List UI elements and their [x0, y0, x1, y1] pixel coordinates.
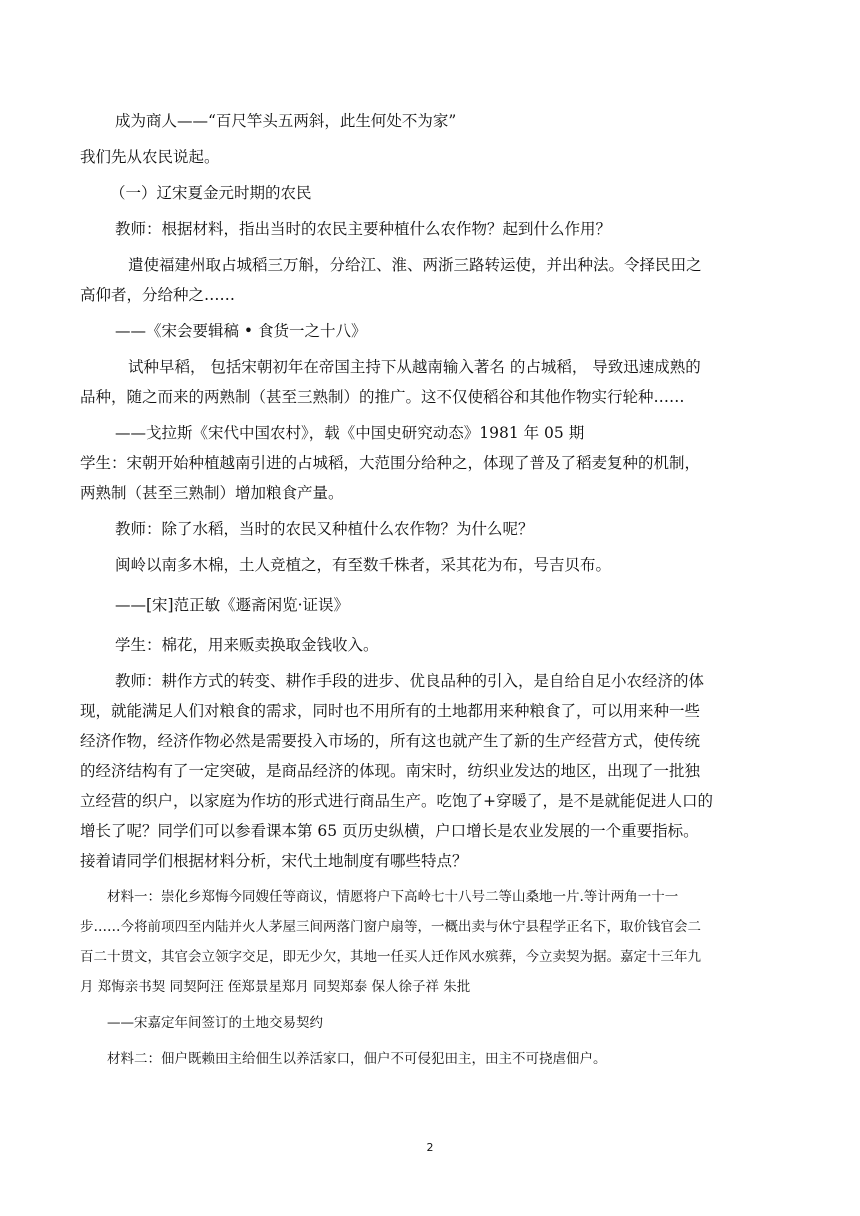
paragraph-line: 教师：耕作方式的转变、耕作手段的进步、优良品种的引入，是自给自足小农经济的体	[115, 672, 705, 690]
material-line: 月 郑悔亲书契 同契阿汪 侄郑景星郑月 同契郑泰 保人徐子祥 朱批	[80, 979, 471, 995]
material-line: 步……今将前项四至内陆并火人茅屋三间两落门窗户扇等，一概出卖与休宁县程学正名下，取价钱官会二	[80, 919, 701, 935]
paragraph-line: 增长了呢？同学们可以参看课本第 65 页历史纵横，户口增长是农业发展的一个重要指标。	[80, 822, 699, 840]
paragraph-line: 学生：棉花，用来贩卖换取金钱收入。	[115, 636, 379, 654]
citation: ——宋嘉定年间签订的土地交易契约	[107, 1015, 323, 1031]
paragraph-line: 学生：宋朝开始种植越南引进的占城稻，大范围分给种之，体现了普及了稻麦复种的机制，	[80, 454, 701, 472]
material-line: 材料二：佃户既赖田主给佃生以养活家口，佃户不可侵犯田主，田主不可挠虐佃户。	[107, 1051, 607, 1067]
quote-line: 品种，随之而来的两熟制（甚至三熟制）的推广。这不仅使稻谷和其他作物实行轮种……	[80, 388, 685, 406]
quote-line: 闽岭以南多木棉，土人竞植之，有至数千株者，采其花为布，号吉贝布。	[115, 556, 612, 574]
paragraph-line: 我们先从农民说起。	[80, 148, 220, 166]
paragraph-line: 两熟制（甚至三熟制）增加粮食产量。	[80, 484, 344, 502]
paragraph-line: 立经营的织户，以家庭为作坊的形式进行商品生产。吃饱了+穿暖了，是不是就能促进人口的	[80, 792, 713, 810]
paragraph-line: 接着请同学们根据材料分析，宋代土地制度有哪些特点？	[80, 852, 468, 870]
material-line: 材料一：崇化乡郑悔今同嫂任等商议，情愿将户下高岭七十八号二等山桑地一片.等计两角一十一	[107, 889, 679, 905]
paragraph-line: 教师：除了水稻，当时的农民又种植什么农作物？为什么呢？	[115, 520, 534, 538]
paragraph-line: 现，就能满足人们对粮食的需求，同时也不用所有的土地都用来种粮食了，可以用来种一些	[80, 702, 701, 720]
material-line: 百二十贯文，其官会立领字交足，即无少欠，其地一任买人迁作风水殡葬，今立卖契为据。嘉定十三年九	[80, 949, 701, 965]
page-number: 2	[426, 1141, 434, 1154]
citation: ——《宋会要辑稿 • 食货一之十八》	[115, 322, 367, 340]
quote-line: 高仰者，分给种之……	[80, 286, 236, 304]
section-heading: （一）辽宋夏金元时期的农民	[110, 184, 312, 202]
paragraph-line: 经济作物，经济作物必然是需要投入市场的，所有这也就产生了新的生产经营方式，使传统	[80, 732, 701, 750]
paragraph-line: 教师：根据材料，指出当时的农民主要种植什么农作物？起到什么作用？	[115, 220, 612, 238]
quote-line: 试种早稻， 包括宋朝初年在帝国主持下从越南输入著名 的占城稻， 导致迅速成熟的	[128, 358, 701, 376]
quote-line: 遣使福建州取占城稻三万斛，分给江、淮、两浙三路转运使，并出种法。令择民田之	[128, 256, 702, 274]
paragraph-line: 的经济结构有了一定突破，是商品经济的体现。南宋时，纺织业发达的地区，出现了一批独	[80, 762, 701, 780]
citation: ——[宋]范正敏《遯斋闲览·证误》	[115, 596, 350, 614]
paragraph-line: 成为商人——“百尺竿头五两斜，此生何处不为家”	[115, 112, 457, 130]
citation: ——戈拉斯《宋代中国农村》，载《中国史研究动态》1981 年 05 期	[115, 424, 585, 442]
